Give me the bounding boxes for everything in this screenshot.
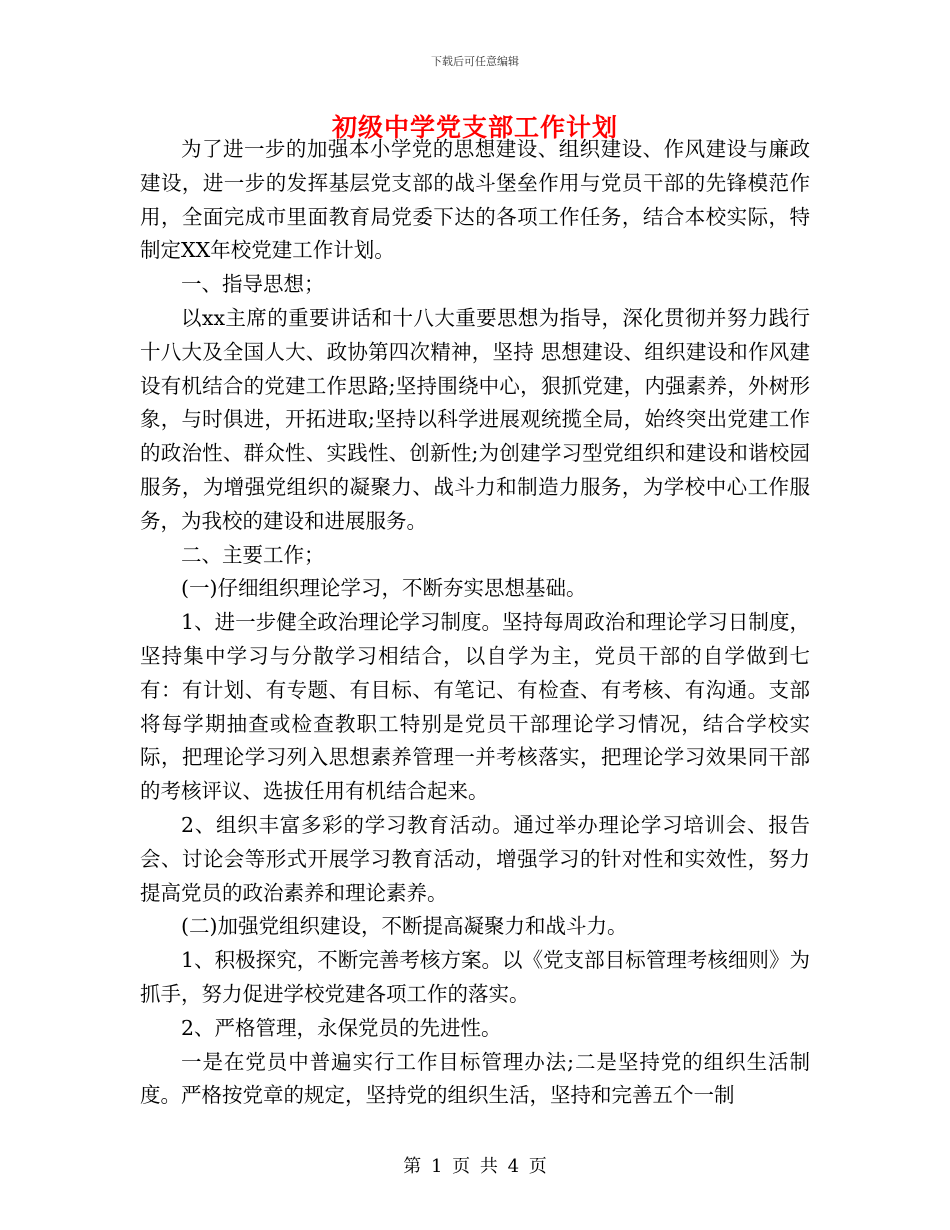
page-footer: 第 1 页 共 4 页 [403,1156,547,1177]
subsection-heading: (二)加强党组织建设，不断提高凝聚力和战斗力。 [181,914,628,939]
paragraph: 为了进一步的加强本小学党的思想建设、组织建设、作风建设与廉政建设，进一步的发挥基层党支部的战斗堡垒作用与党员干部的先锋模范作用，全面完成市里面教育局党委下达的各项工作任务，结合本校实际，特制定XX年校党建工作计划。 [140,137,810,263]
paragraph: 2、组织丰富多彩的学习教育活动。通过举办理论学习培训会、报告会、讨论会等形式开展学习教育活动，增强学习的针对性和实效性，努力提高党员的政治素养和理论素养。 [140,812,810,905]
header-note: 下载后可任意编辑 [431,55,519,68]
document-body [140,133,810,1113]
paragraph: 以xx主席的重要讲话和十八大重要思想为指导，深化贯彻并努力践行十八大及全国人大、政协第四次精神，坚持 思想建设、组织建设和作风建设有机结合的党建工作思路;坚持围绕中心，狠抓党建，内强素养，外树形象，与时俱进，开拓进取;坚持以科学进展观统揽全局，始终突出党建工作的政治性、群众性、实践性、创新性;为创建学习型党组织和建设和谐校园服务，为增强党组织的凝聚力、战斗力和制造力服务，为学校中心工作服务，为我校的建设和进展服务。 [140,305,810,533]
paragraph: 1、积极探究，不断完善考核方案。以《党支部目标管理考核细则》为抓手，努力促进学校党建各项工作的落实。 [140,948,810,1006]
paragraph: 一是在党员中普遍实行工作目标管理办法;二是坚持党的组织生活制度。严格按党章的规定，坚持党的组织生活，坚持和完善五个一制 [140,1049,810,1108]
section-heading: 二、主要工作； [181,542,325,567]
paragraph: 2、严格管理，永保党员的先进性。 [181,1015,502,1040]
paragraph: 1、进一步健全政治理论学习制度。坚持每周政治和理论学习日制度，坚持集中学习与分散学习相结合，以自学为主，党员干部的自学做到七有：有计划、有专题、有目标、有笔记、有检查、有考核、有沟通。支部将每学期抽查或检查教职工特别是党员干部理论学习情况，结合学校实际，把理论学习列入思想素养管理一并考核落实，把理论学习效果同干部的考核评议、选拔任用有机结合起来。 [140,610,810,804]
section-heading: 一、指导思想； [181,272,325,297]
document-title: 初级中学党支部工作计划 [331,113,618,142]
subsection-heading: (一)仔细组织理论学习，不断夯实思想基础。 [181,576,587,601]
